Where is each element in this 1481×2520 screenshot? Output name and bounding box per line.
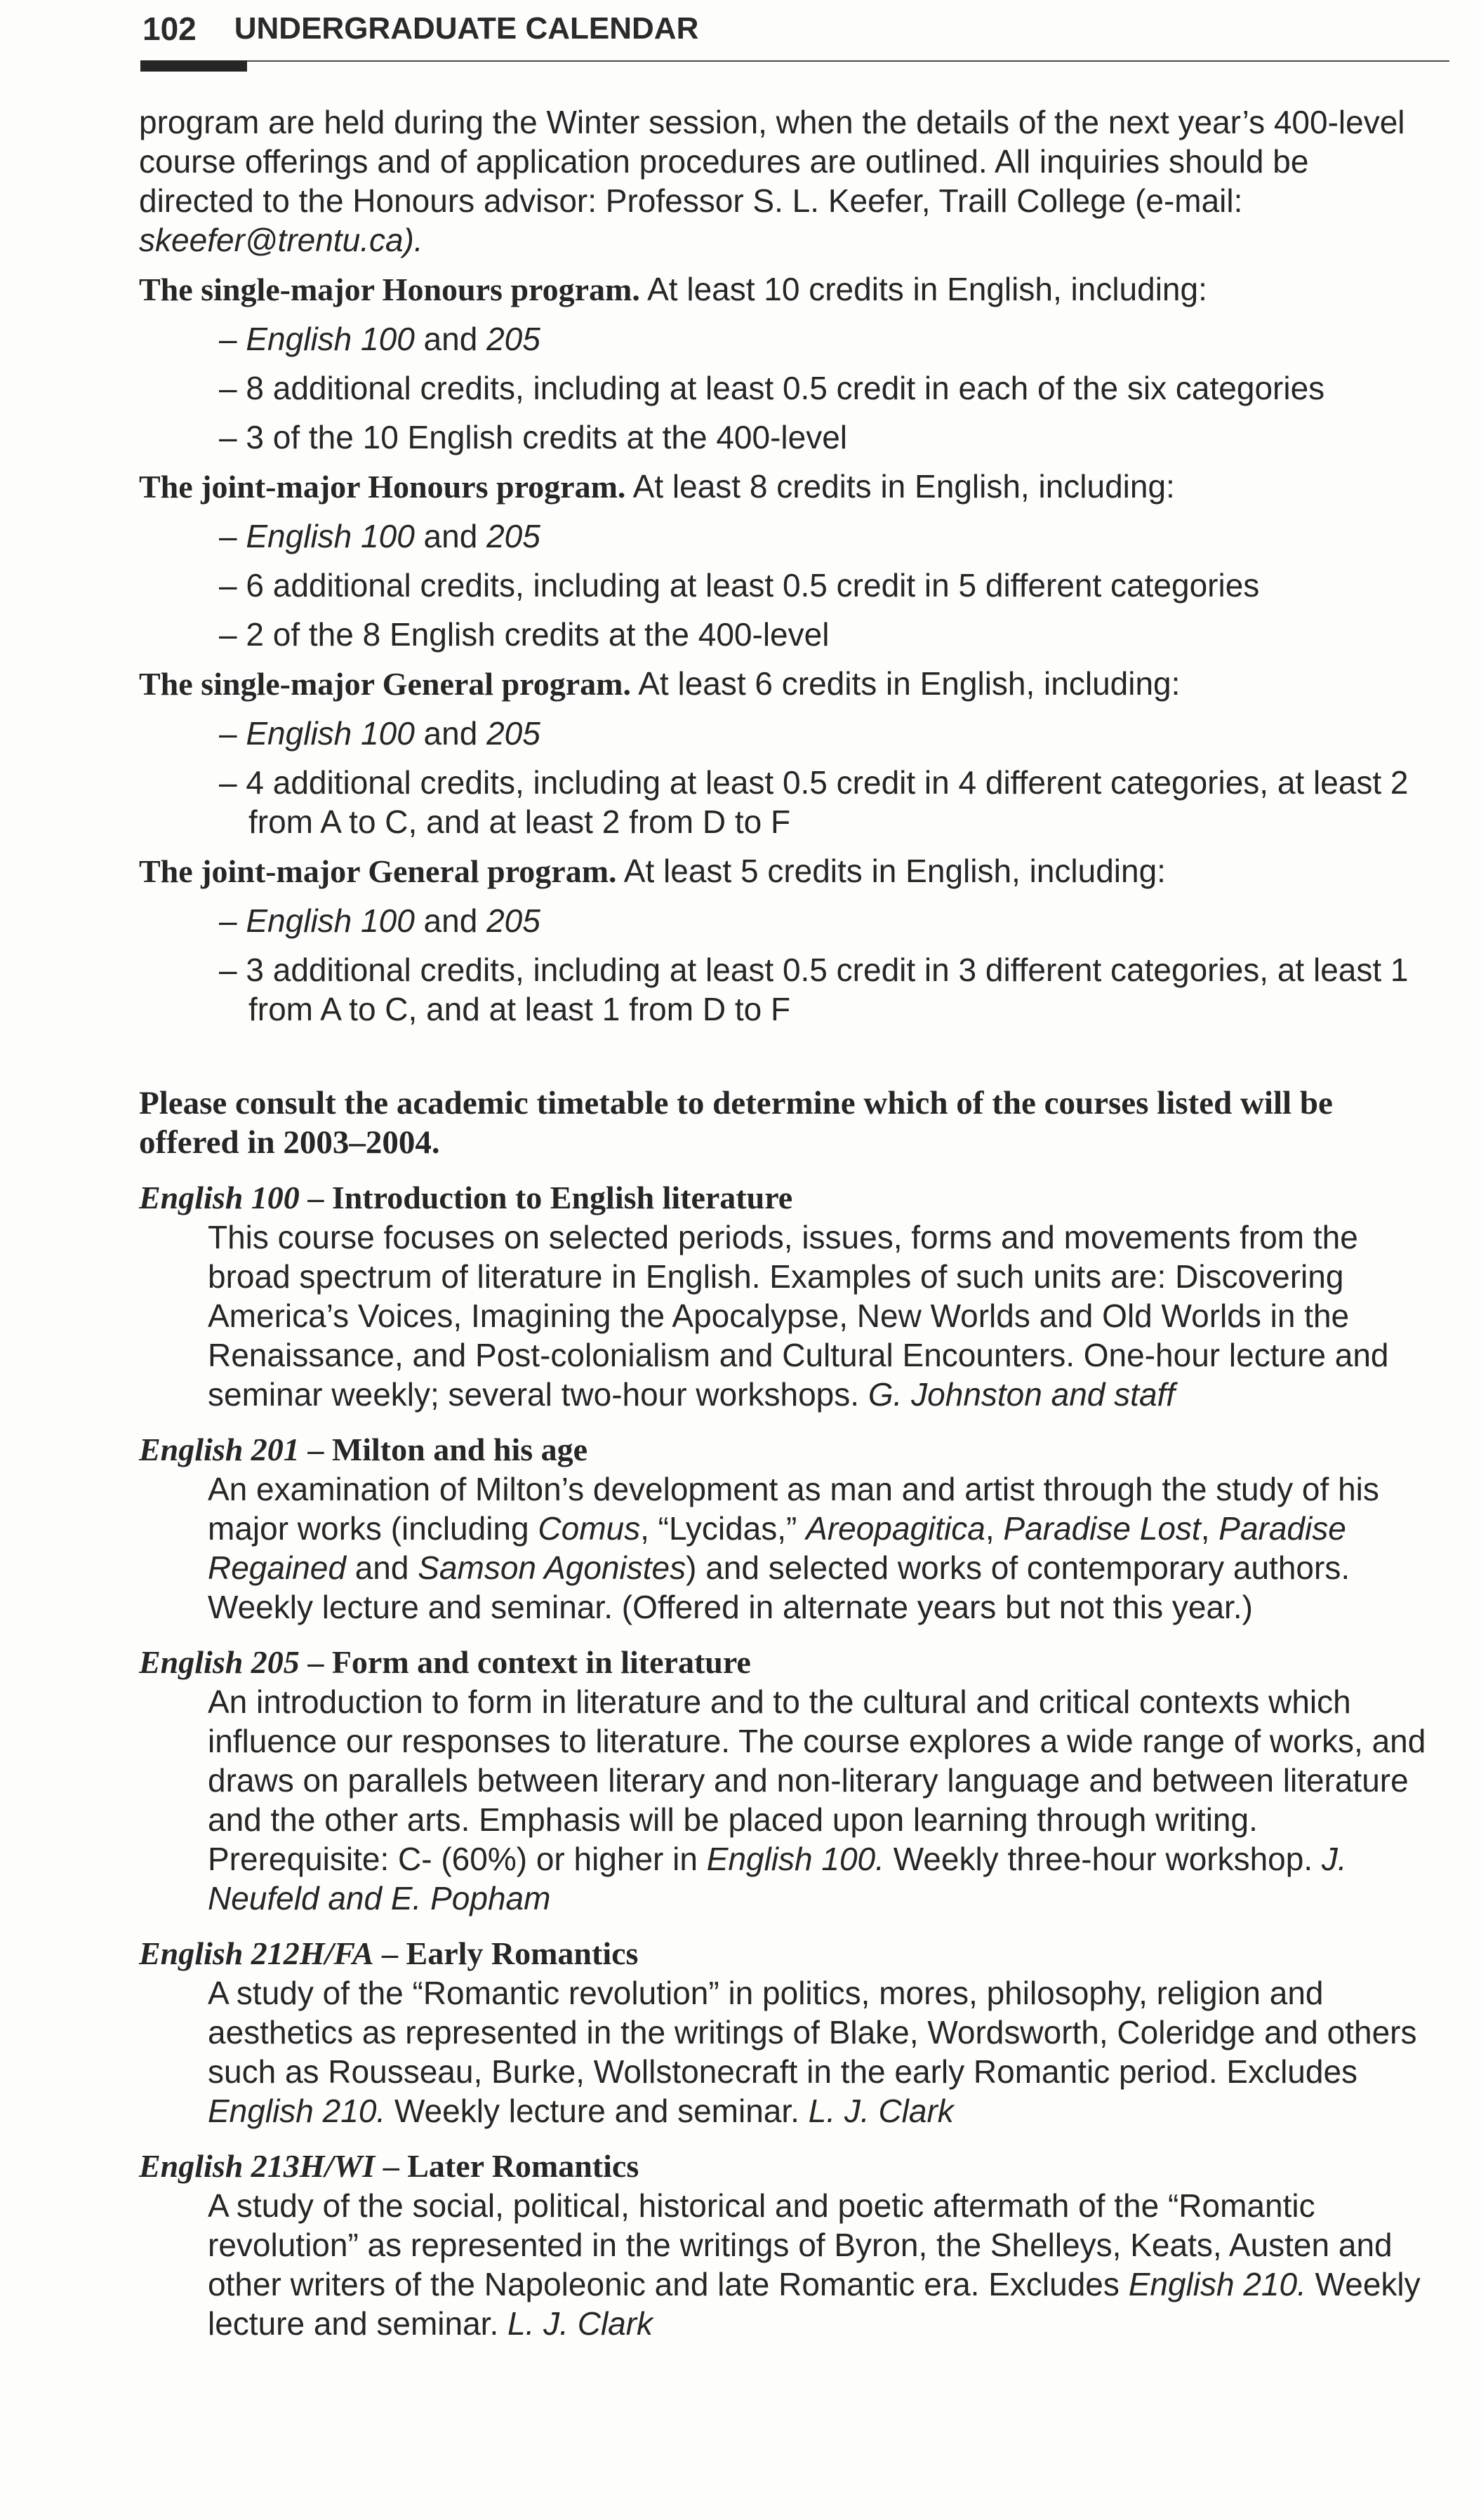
course-entry	[139, 1933, 1430, 2131]
advisor-email: skeefer@trentu.ca).	[139, 222, 423, 258]
description-text: An examination of Milton’s development as man and artist through the study of his major works (including	[208, 1471, 1379, 1547]
requirement-text: and	[414, 902, 487, 939]
requirement-item: – 6 additional credits, including at least 0.5 credit in 5 different categories	[219, 567, 1260, 604]
header-rule	[140, 60, 1449, 62]
requirement-text: 3 additional credits, including at least 0.5 credit in 3 different categories, at least 1 from A to C, and at least 1 from D to F	[246, 952, 1409, 1027]
header-rule-accent	[140, 60, 247, 72]
italic-reference: Comus	[538, 1510, 641, 1547]
course-ref: 205	[486, 715, 540, 752]
page-number: 102	[142, 11, 197, 47]
course-description	[208, 1469, 1430, 1627]
course-ref: 205	[486, 902, 540, 939]
requirement-item: – 4 additional credits, including at least 0.5 credit in 4 different categories, at least 2 from A to C, and at least 2 from D to F	[219, 764, 1409, 840]
description-text: and	[345, 1549, 418, 1586]
requirement-item: – 2 of the 8 English credits at the 400-level	[219, 616, 830, 653]
course-ref: English 100	[246, 321, 415, 357]
course-heading	[139, 1429, 1430, 1469]
program-title: The single-major General program.	[139, 666, 631, 702]
italic-reference: J. Neufeld and E. Popham	[208, 1841, 1347, 1916]
requirement-item: – English 100 and 205	[219, 321, 540, 357]
description-text: ,	[985, 1510, 1004, 1547]
requirement-item: – 8 additional credits, including at least 0.5 credit in each of the six categories	[219, 370, 1325, 406]
course-code: English 100	[139, 1180, 300, 1215]
course-heading	[139, 1642, 1430, 1682]
requirement-text: 2 of the 8 English credits at the 400-level	[246, 616, 830, 653]
program-block	[139, 664, 1430, 841]
italic-reference: English 210.	[208, 2093, 386, 2129]
course-list	[139, 1178, 1430, 2343]
running-title: UNDERGRADUATE CALENDAR	[234, 11, 699, 46]
course-heading	[139, 2146, 1430, 2186]
page-content	[139, 102, 1430, 2343]
course-entry	[139, 1642, 1430, 1918]
italic-reference: Paradise Regained	[208, 1510, 1346, 1586]
program-intro: At least 8 credits in English, including:	[625, 468, 1175, 505]
course-heading	[139, 1178, 1430, 1218]
description-text: ) and selected works of contemporary authors. Weekly lecture and seminar. (Offered in alternate years but not this year.)	[208, 1549, 1350, 1625]
program-heading	[139, 467, 1430, 507]
course-code: English 213H/WI	[139, 2148, 376, 2184]
course-title: – Introduction to English literature	[299, 1180, 793, 1215]
italic-reference: L. J. Clark	[507, 2305, 653, 2342]
course-title: – Later Romantics	[375, 2148, 639, 2184]
program-block	[139, 467, 1430, 654]
italic-reference: Paradise Lost	[1003, 1510, 1201, 1547]
course-code: English 201	[139, 1432, 300, 1467]
intro-paragraph	[139, 102, 1430, 260]
course-ref: 205	[486, 321, 540, 357]
course-description	[208, 1682, 1430, 1918]
course-code: English 212H/FA	[139, 1935, 374, 1971]
requirement-text: 3 of the 10 English credits at the 400-level	[246, 419, 848, 455]
course-description	[208, 2186, 1430, 2343]
description-text: , “Lycidas,”	[640, 1510, 806, 1547]
program-title: The joint-major Honours program.	[139, 469, 626, 505]
course-title: – Milton and his age	[299, 1432, 588, 1467]
italic-reference: Areopagitica	[806, 1510, 985, 1547]
program-intro: At least 5 credits in English, including:	[616, 853, 1166, 889]
intro-text: program are held during the Winter session, when the details of the next year’s 400-level course offerings and of application procedures are outlined. All inquiries should be directed to the Honours advisor: Professor S. L. Keefer, Traill College (e-mail:	[139, 104, 1405, 219]
requirement-text: and	[414, 518, 487, 554]
requirement-text: and	[414, 715, 487, 752]
program-block	[139, 851, 1430, 1029]
italic-reference: L. J. Clark	[808, 2093, 954, 2129]
italic-reference: English 210.	[1128, 2266, 1306, 2302]
requirement-text: 6 additional credits, including at least 0.5 credit in 5 different categories	[246, 567, 1260, 604]
requirement-text: 8 additional credits, including at least 0.5 credit in each of the six categories	[246, 370, 1325, 406]
program-block	[139, 269, 1430, 457]
description-text: An introduction to form in literature and to the cultural and critical contexts which influence our responses to literature. The course explores a wide range of works, and draws on parallels between literary and non-literary language and between literature and the other arts. Emphasis will be placed upon learning through writing. Prerequisite: C- (60%) or higher in	[208, 1684, 1426, 1877]
course-code: English 205	[139, 1644, 300, 1680]
page-header	[142, 4, 698, 53]
description-text: Weekly lecture and seminar.	[385, 2093, 809, 2129]
italic-reference: Samson Agonistes	[418, 1549, 686, 1586]
requirement-item: – English 100 and 205	[219, 715, 540, 752]
description-text: Weekly three-hour workshop.	[884, 1841, 1322, 1877]
course-description	[208, 1218, 1430, 1414]
program-requirements	[139, 269, 1430, 1029]
requirement-item: – 3 additional credits, including at least 0.5 credit in 3 different categories, at least 1 from A to C, and at least 1 from D to F	[219, 952, 1409, 1027]
requirement-item: – English 100 and 205	[219, 902, 540, 939]
course-entry	[139, 1429, 1430, 1627]
description-text: A study of the social, political, historical and poetic aftermath of the “Romantic revolution” as represented in the writings of Byron, the Shelleys, Keats, Austen and other writers of the Napoleonic and late Romantic era. Excludes	[208, 2187, 1393, 2302]
course-entry	[139, 1178, 1430, 1414]
requirement-text: 4 additional credits, including at least 0.5 credit in 4 different categories, at least 2 from A to C, and at least 2 from D to F	[246, 764, 1409, 840]
description-text: A study of the “Romantic revolution” in politics, mores, philosophy, religion and aesthetics as represented in the writings of Blake, Wordsworth, Coleridge and others such as Rousseau, Burke, Wollstonecraft in the early Romantic period. Excludes	[208, 1975, 1417, 2090]
course-title: – Form and context in literature	[299, 1644, 751, 1680]
course-ref: English 100	[246, 518, 415, 554]
program-title: The single-major Honours program.	[139, 272, 640, 307]
requirement-text: and	[414, 321, 487, 357]
italic-reference: G. Johnston and staff	[868, 1376, 1176, 1413]
program-intro: At least 10 credits in English, including:	[639, 271, 1207, 307]
requirement-item: – 3 of the 10 English credits at the 400-level	[219, 419, 848, 455]
course-title: – Early Romantics	[373, 1935, 639, 1971]
course-heading	[139, 1933, 1430, 1973]
program-heading	[139, 851, 1430, 891]
description-text: Weekly lecture and seminar.	[208, 2266, 1421, 2342]
description-text: ,	[1200, 1510, 1219, 1547]
course-ref: English 100	[246, 715, 415, 752]
program-intro: At least 6 credits in English, including:	[630, 665, 1181, 702]
course-entry	[139, 2146, 1430, 2343]
timetable-notice: Please consult the academic timetable to determine which of the courses listed will be offered in 2003–2004.	[139, 1085, 1333, 1161]
course-ref: 205	[486, 518, 540, 554]
italic-reference: English 100.	[706, 1841, 884, 1877]
program-heading	[139, 664, 1430, 704]
description-text: This course focuses on selected periods, issues, forms and movements from the broad spectrum of literature in English. Examples of such units are: Discovering America’s Voices, Imagining the Apocalypse, New Worlds and Old Worlds in the Renaissance, and Post-colonialism and Cultural Encounters. One-hour lecture and seminar weekly; several two-hour workshops.	[208, 1219, 1389, 1413]
requirement-item: – English 100 and 205	[219, 518, 540, 554]
program-title: The joint-major General program.	[139, 853, 617, 889]
course-ref: English 100	[246, 902, 415, 939]
course-description	[208, 1973, 1430, 2131]
program-heading	[139, 269, 1430, 309]
